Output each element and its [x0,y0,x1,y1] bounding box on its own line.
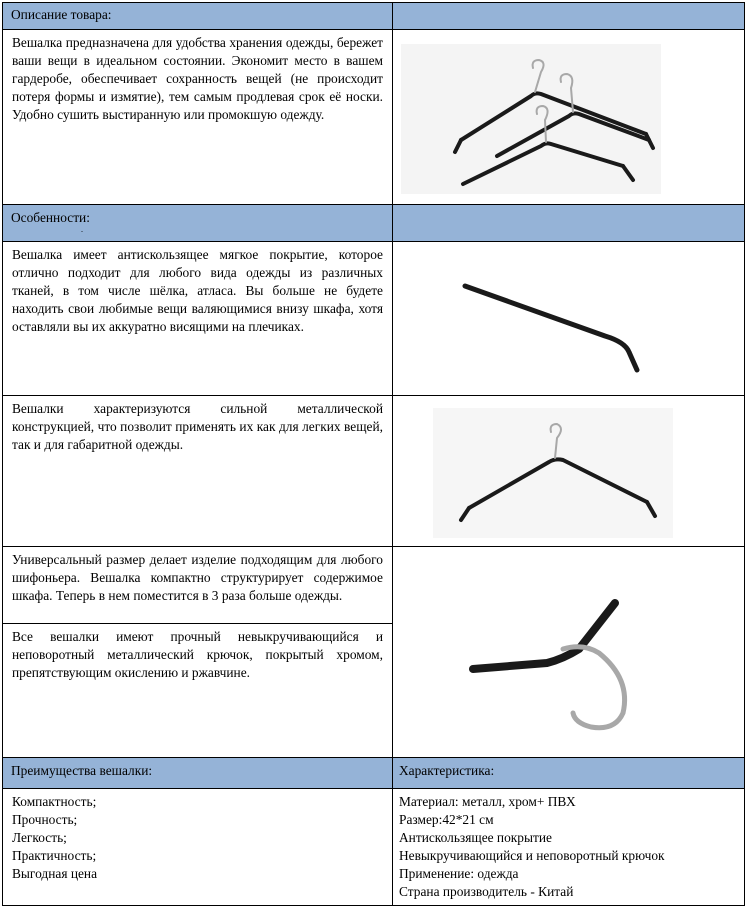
specs-header-cell [392,757,745,789]
feature-4-text-cell [2,623,393,758]
description-text: Вешалка предназначена для удобства хранения одежды, бережет ваши вещи в идеальном состоянии. Экономит место в вашем гардеробе, обеспечивает сохранность вещей (не происходит потеря формы и измятие), тем самым продлевая срок её носки. Удобно сушить выстиранную или промокшую одежду. [12,35,383,122]
spec-item: Антискользящее покрытие [399,830,552,845]
spec-item: Применение: одежда [399,866,519,881]
features-header-empty-cell [392,204,745,242]
feature-1-text: Вешалка имеет антискользящее мягкое покрытие, которое отлично подходит для любого вида одежды из различных тканей, в том числе шёлка, атласа. Вы больше не будете находить свои любимые вещи валяющимися внизу шкафа, хотя оставляли вы их аккуратно висящими на плечиках. [12,247,383,334]
advantage-item: Легкость; [12,830,67,845]
description-header-empty-cell [392,2,745,30]
description-text-cell [2,29,393,205]
feature-3-text-cell [2,546,393,624]
hanger-arm-image [449,252,669,382]
specs-list [393,793,741,901]
description-header-cell [2,2,393,30]
advantages-header-cell [2,757,393,789]
advantage-item: Прочность; [12,812,78,827]
feature-2-text: Вешалки характеризуются сильной металлической конструкцией, что позволит применять их как для легких вещей, так и для габаритной одежды. [12,401,383,452]
spec-item: Материал: металл, хром+ ПВХ [399,794,576,809]
hook-closeup-image [463,593,663,743]
feature-2-text-cell [2,395,393,547]
description-image-cell [392,29,745,205]
specs-list-cell [392,788,745,906]
hook-image-cell [392,546,745,758]
specs-header: Характеристика: [399,763,495,778]
advantages-list-cell [2,788,393,906]
three-hangers-image [401,44,661,194]
advantage-item: Выгодная цена [12,866,98,881]
features-header: Особенности: [11,210,90,225]
advantages-header: Преимущества вешалки: [11,763,153,778]
feature-1-text-cell [2,241,393,396]
feature-4-text: Все вешалки имеют прочный невыкручивающийся и неповоротный металлический крючок, покрытый хромом, препятствующим окислению и ржавчине. [12,629,383,680]
advantage-item: Практичность; [12,848,97,863]
description-header: Описание товара: [11,7,112,22]
feature-2-image-cell [392,395,745,547]
features-header-dot: . [81,225,83,234]
advantage-item: Компактность; [12,794,97,809]
single-hanger-image [433,408,673,538]
feature-3-text: Универсальный размер делает изделие подходящим для любого шифоньера. Вешалка компактно структурирует содержимое шкафа. Теперь в нем поместится в 3 раза больше одежды. [12,552,383,603]
advantages-list [6,793,389,883]
spec-item: Невыкручивающийся и неповоротный крючок [399,848,665,863]
feature-1-image-cell [392,241,745,396]
features-header-cell [2,204,393,242]
spec-item: Страна производитель - Китай [399,884,574,899]
spec-item: Размер:42*21 см [399,812,494,827]
